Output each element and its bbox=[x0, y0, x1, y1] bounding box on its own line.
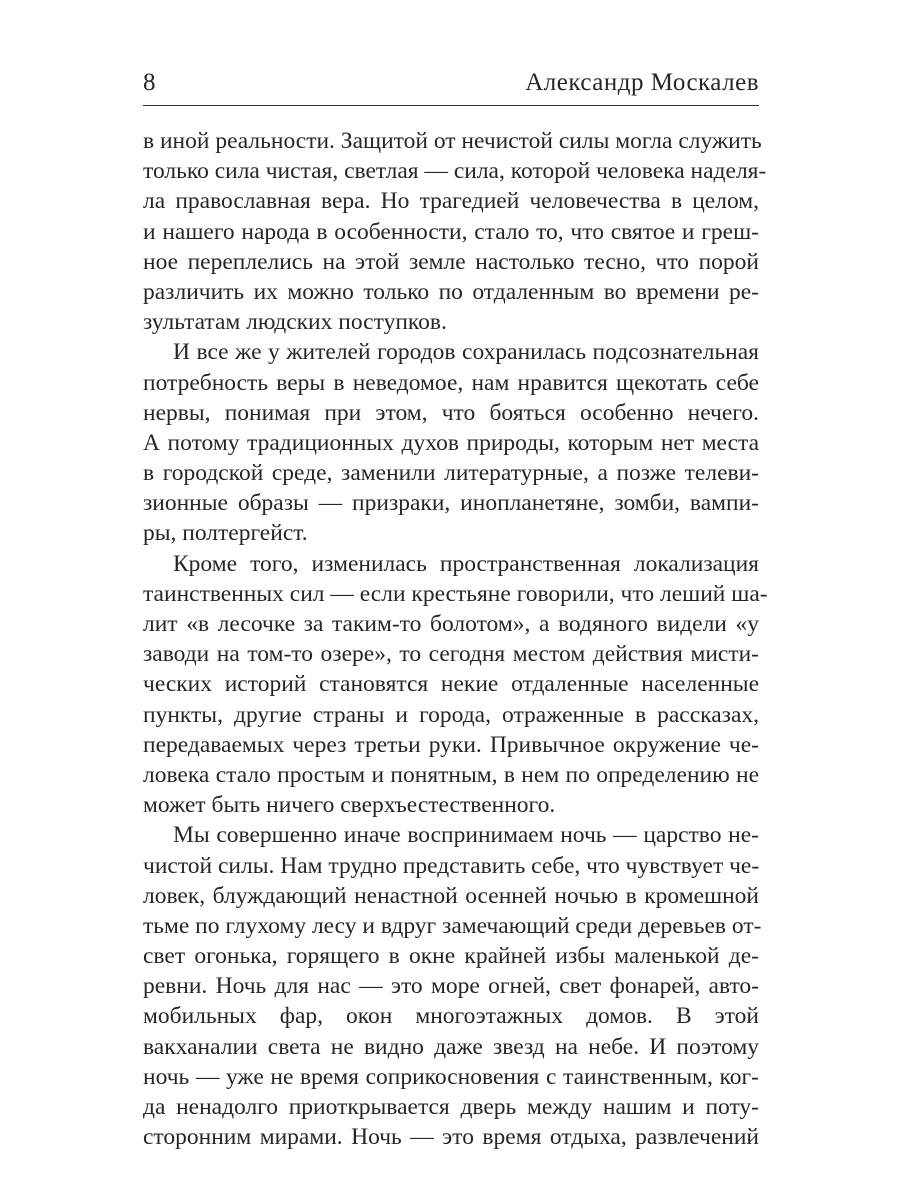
body-text bbox=[143, 126, 768, 1152]
text-line: может быть ничего сверхъестественного. bbox=[143, 792, 556, 819]
text-line: только сила чистая, светлая — сила, которой человека наделя- bbox=[143, 158, 767, 185]
text-line: Кроме того, изменилась пространственная локализация bbox=[173, 550, 759, 577]
text-line: и нашего народа в особенности, стало то, что святое и греш- bbox=[143, 218, 759, 245]
text-line: вакханалии света не видно даже звезд на небе. И поэтому bbox=[143, 1033, 759, 1060]
text-line: ночь — уже не время соприкосновения с таинственным, ког- bbox=[143, 1063, 759, 1090]
text-line: свет огонька, горящего в окне крайней избы маленькой де- bbox=[143, 943, 759, 970]
text-line: сторонним мирами. Ночь — это время отдыха, развлечений bbox=[143, 1124, 759, 1151]
text-line: передаваемых через третьи руки. Привычное окружение че- bbox=[143, 731, 759, 758]
running-head bbox=[143, 62, 759, 102]
text-line: ловека стало простым и понятным, в нем по определению не bbox=[143, 761, 759, 788]
text-line: мобильных фар, окон многоэтажных домов. В этой bbox=[143, 1003, 759, 1030]
text-line: тьме по глухому лесу и вдруг замечающий среди деревьев от- bbox=[143, 912, 762, 939]
text-line: Мы совершенно иначе воспринимаем ночь — царство не- bbox=[173, 822, 759, 849]
running-head-author: Александр Москалев bbox=[525, 69, 759, 96]
text-line: зультатам людских поступков. bbox=[143, 309, 447, 336]
text-line: чистой силы. Нам трудно представить себе, что чувствует че- bbox=[143, 852, 760, 879]
text-line: ла православная вера. Но трагедией человечества в целом, bbox=[143, 188, 759, 215]
text-line: ры, полтергейст. bbox=[143, 520, 308, 547]
text-line: И все же у жителей городов сохранилась подсознательная bbox=[173, 339, 759, 366]
header-rule bbox=[143, 105, 759, 106]
text-line: заводи на том-то озере», то сегодня местом действия мисти- bbox=[143, 641, 759, 668]
text-line: нервы, понимая при этом, что бояться особенно нечего. bbox=[143, 399, 759, 426]
text-line: ное переплелись на этой земле настолько тесно, что порой bbox=[143, 248, 759, 275]
text-line: в городской среде, заменили литературные, а позже телеви- bbox=[143, 460, 759, 487]
text-line: ловек, блуждающий ненастной осенней ночью в кромешной bbox=[143, 882, 759, 909]
text-line: А потому традиционных духов природы, которым нет места bbox=[143, 429, 759, 456]
text-line: в иной реальности. Защитой от нечистой силы могла служить bbox=[143, 128, 762, 154]
text-line: лит «в лесочке за таким-то болотом», а водяного видели «у bbox=[143, 611, 759, 637]
text-line: зионные образы — призраки, инопланетяне, зомби, вампи- bbox=[143, 490, 759, 517]
text-line: таинственных сил — если крестьяне говорили, что леший ша- bbox=[143, 580, 768, 607]
text-line: потребность веры в неведомое, нам нравится щекотать себе bbox=[143, 369, 759, 396]
text-line: пункты, другие страны и города, отраженные в рассказах, bbox=[143, 701, 759, 728]
text-line: ревни. Ночь для нас — это море огней, свет фонарей, авто- bbox=[143, 973, 759, 1000]
page-number: 8 bbox=[143, 69, 156, 96]
text-line: различить их можно только по отдаленным во времени ре- bbox=[143, 278, 759, 305]
text-line: да ненадолго приоткрывается дверь между нашим и поту- bbox=[143, 1094, 759, 1120]
text-line: ческих историй становятся некие отдаленные населенные bbox=[143, 671, 759, 698]
